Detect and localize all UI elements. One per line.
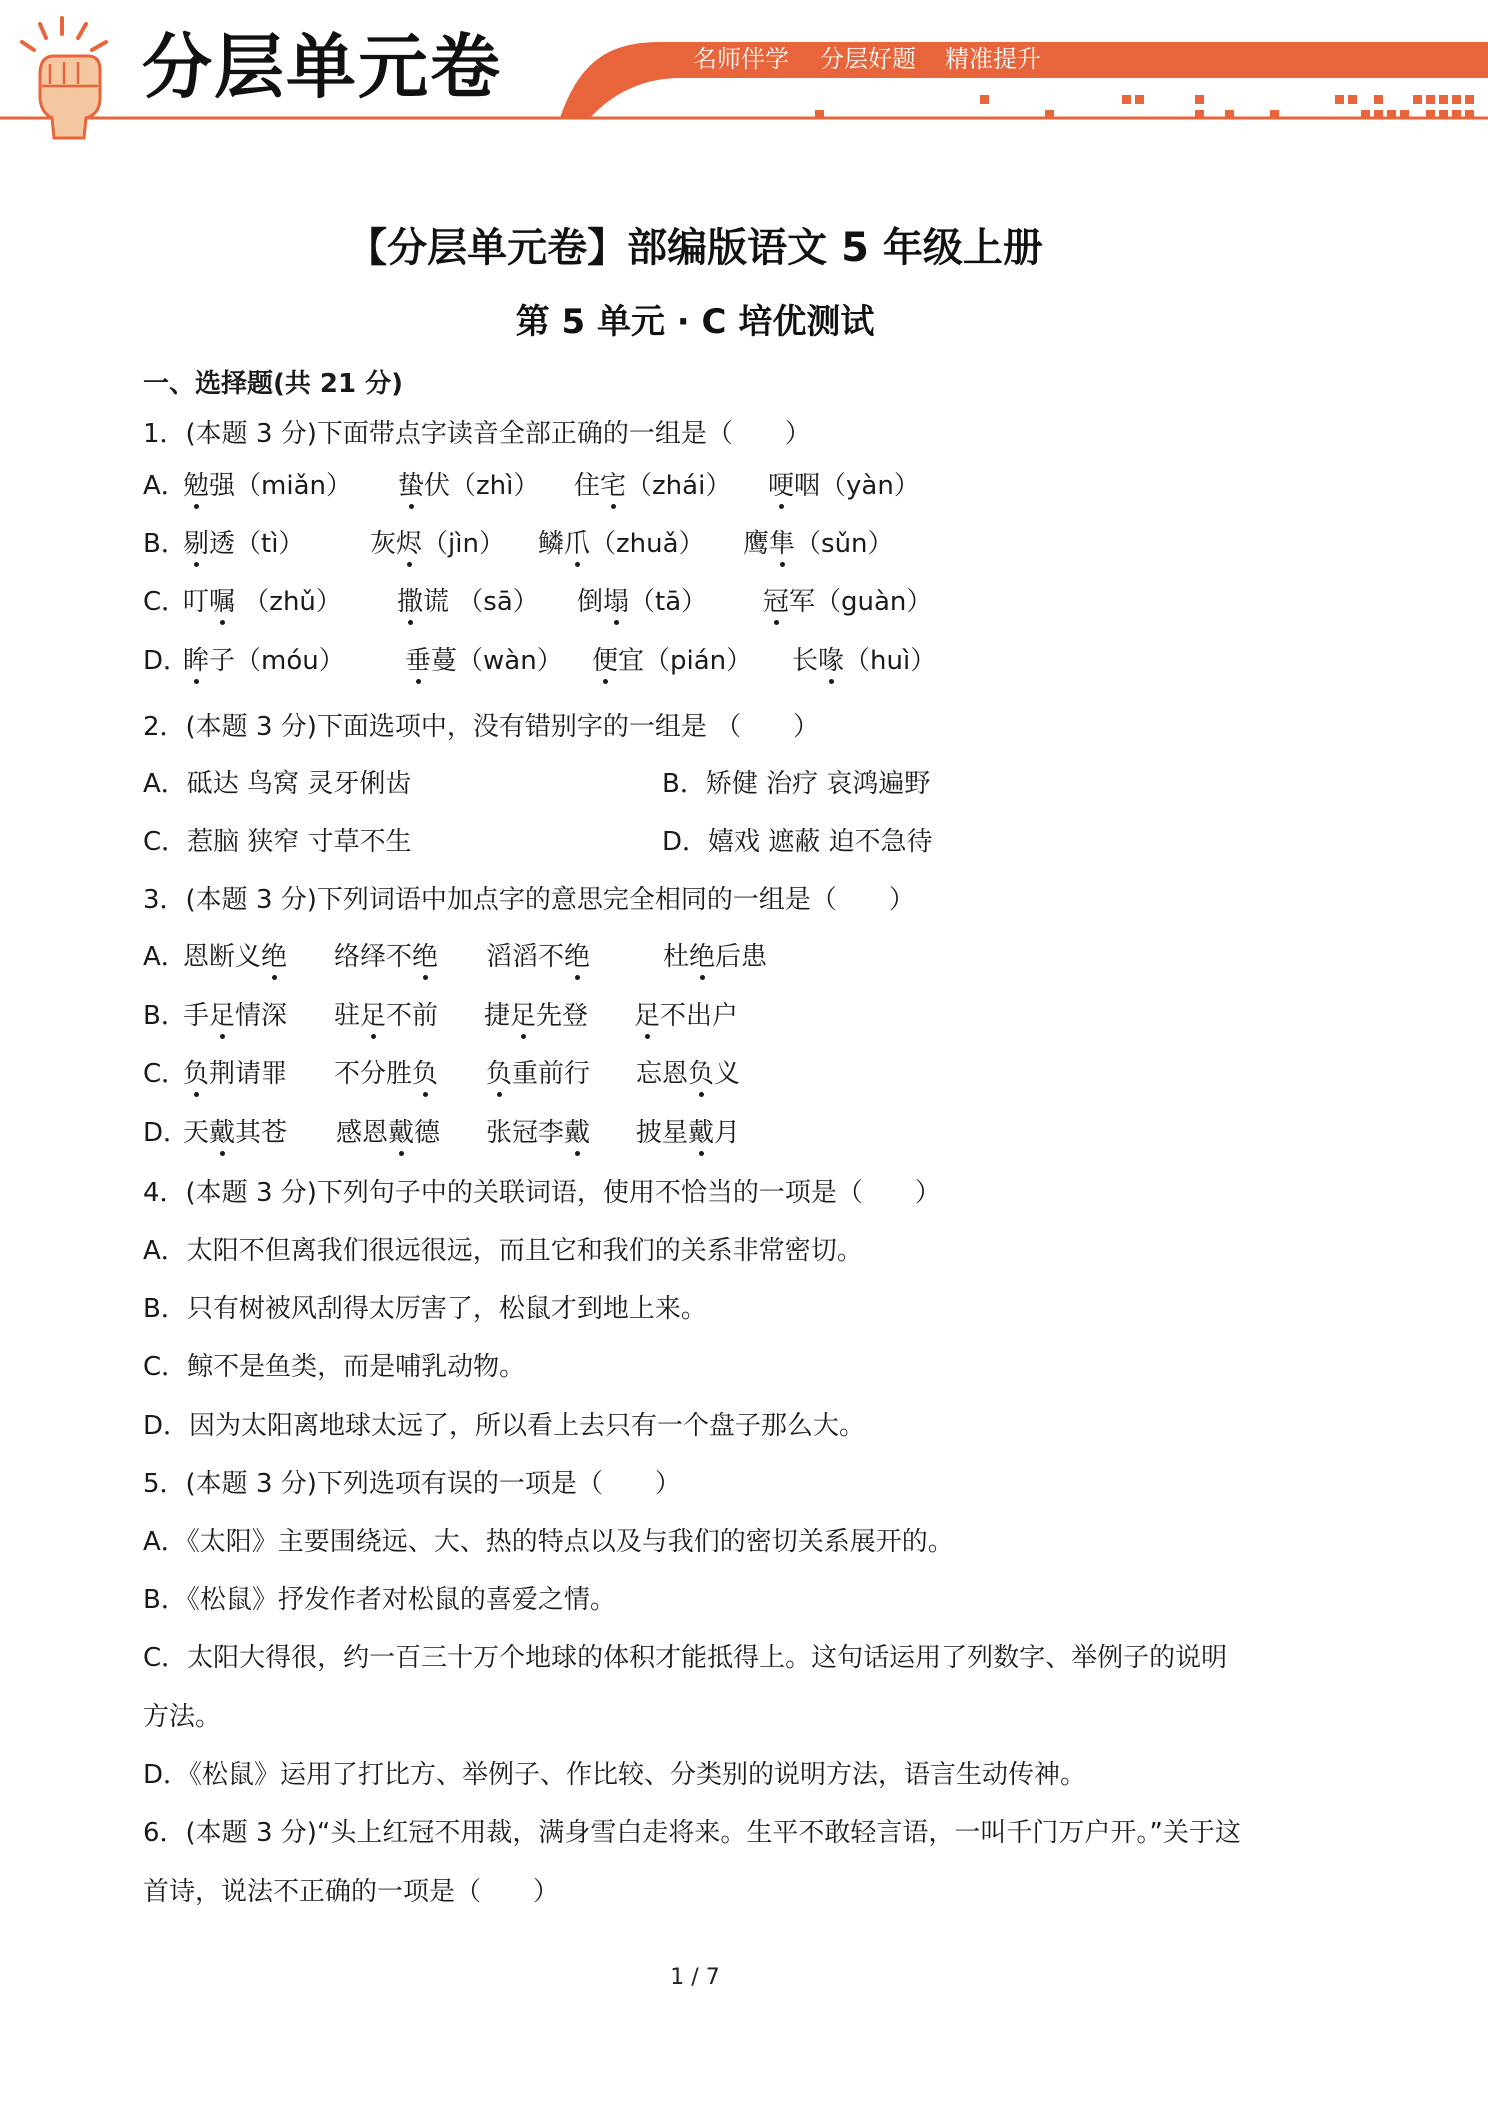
question-3-option-word: 络绎不绝 [334,937,438,977]
question-3-option-label: B． [143,1001,187,1031]
question-5-option-c-cont: 方法。 [143,1702,222,1732]
question-5-option-b: B．《松鼠》抒发作者对松鼠的喜爱之情。 [143,1585,616,1615]
question-3-option-word: 披星戴月 [636,1113,740,1153]
question-1-option-word: 灰烬（jìn） [370,524,505,564]
emphasis-dot-char: 勉 [183,466,209,506]
emphasis-dot-char: 绝 [564,937,590,977]
question-3-option-word: 手足情深 [183,996,287,1036]
emphasis-dot-char: 宅 [600,466,626,506]
emphasis-dot-char: 负 [412,1054,438,1094]
emphasis-dot-char: 爪 [564,524,590,564]
emphasis-dot-char: 绝 [689,937,715,977]
emphasis-dot-char: 塌 [603,582,629,622]
emphasis-dot-char: 蛰 [398,466,424,506]
question-3-option-word: 负重前行 [486,1054,590,1094]
emphasis-dot-char: 绝 [261,937,287,977]
question-1-option-word: 撒谎 （sā） [397,582,539,622]
emphasis-dot-char: 隼 [769,524,795,564]
question-2-option-c: C．惹脑 狭窄 寸草不生 [143,827,412,857]
emphasis-dot-char: 嘱 [209,582,235,622]
question-4-stem: 4．(本题 3 分)下列句子中的关联词语，使用不恰当的一项是（ ） [143,1178,941,1208]
question-3-option-word: 捷足先登 [484,996,588,1036]
question-5-stem: 5．(本题 3 分)下列选项有误的一项是（ ） [143,1469,681,1499]
slogan-1: 名师伴学 [693,45,789,73]
question-3-option-word: 恩断义绝 [183,937,287,977]
question-1-option-word: 叮嘱 （zhǔ） [183,582,342,622]
emphasis-dot-char: 哽 [768,466,794,506]
emphasis-dot-char: 烬 [396,524,422,564]
question-4-option-d: D．因为太阳离地球太远了，所以看上去只有一个盘子那么大。 [143,1411,866,1441]
question-1-option-word: 长喙（huì） [792,641,936,681]
question-5-option-d: D．《松鼠》运用了打比方、举例子、作比较、分类别的说明方法，语言生动传神。 [143,1760,1087,1790]
emphasis-dot-char: 冠 [763,582,789,622]
document-subtitle: 第 5 单元 · C 培优测试 [515,302,875,342]
document-title: 【分层单元卷】部编版语文 5 年级上册 [347,225,1043,271]
emphasis-dot-char: 负 [688,1054,714,1094]
question-4-option-a: A．太阳不但离我们很远很远，而且它和我们的关系非常密切。 [143,1236,863,1266]
emphasis-dot-char: 足 [510,996,536,1036]
emphasis-dot-char: 戴 [209,1113,235,1153]
question-3-option-word: 忘恩负义 [636,1054,740,1094]
emphasis-dot-char: 戴 [688,1113,714,1153]
slogan-3: 精准提升 [945,45,1041,73]
emphasis-dot-char: 眸 [183,641,209,681]
question-1-option-word: 倒塌（tā） [577,582,707,622]
header-banner [0,0,1488,140]
question-1-option-word: 垂蔓（wàn） [405,641,563,681]
emphasis-dot-char: 撒 [397,582,423,622]
question-1-option-label: C． [143,587,188,617]
question-2-option-d: D．嬉戏 遮蔽 迫不急待 [662,827,933,857]
question-3-option-word: 天戴其苍 [183,1113,287,1153]
question-3-option-word: 张冠李戴 [486,1113,590,1153]
question-1-option-word: 勉强（miǎn） [183,466,352,506]
question-3-option-word: 杜绝后患 [663,937,767,977]
question-1-option-word: 蛰伏（zhì） [398,466,539,506]
emphasis-dot-char: 负 [486,1054,512,1094]
question-3-option-word: 不分胜负 [334,1054,438,1094]
question-1-stem: 1．(本题 3 分)下面带点字读音全部正确的一组是（ ） [143,419,811,449]
emphasis-dot-char: 戴 [564,1113,590,1153]
question-5-option-c: C．太阳大得很，约一百三十万个地球的体积才能抵得上。这句话运用了列数字、举例子的说明 [143,1643,1228,1673]
question-3-option-label: A． [143,942,187,972]
question-6-stem: 6．(本题 3 分)“头上红冠不用裁，满身雪白走将来。生平不敢轻言语，一叫千门万户开。”关于这 [143,1818,1241,1848]
emphasis-dot-char: 戴 [388,1113,414,1153]
question-1-option-word: 鹰隼（sǔn） [743,524,894,564]
emphasis-dot-char: 负 [183,1054,209,1094]
brand-title: 分层单元卷 [142,26,502,108]
emphasis-dot-char: 便 [592,641,618,681]
question-3-option-word: 驻足不前 [334,996,438,1036]
question-4-option-c: C．鲸不是鱼类，而是哺乳动物。 [143,1352,526,1382]
emphasis-dot-char: 喙 [818,641,844,681]
question-3-option-word: 负荆请罪 [183,1054,287,1094]
question-3-option-word: 滔滔不绝 [486,937,590,977]
question-1-option-word: 哽咽（yàn） [768,466,920,506]
emphasis-dot-char: 足 [360,996,386,1036]
fist-logo-icon [14,14,124,144]
question-3-stem: 3．(本题 3 分)下列词语中加点字的意思完全相同的一组是（ ） [143,885,915,915]
question-2-option-a: A．砥达 鸟窝 灵牙俐齿 [143,769,412,799]
question-2-option-b: B．矫健 治疗 哀鸿遍野 [662,769,931,799]
question-1-option-word: 便宜（pián） [592,641,752,681]
emphasis-dot-char: 垂 [405,641,431,681]
question-1-option-label: D． [143,646,190,676]
emphasis-dot-char: 剔 [183,524,209,564]
emphasis-dot-char: 足 [209,996,235,1036]
question-5-option-a: A．《太阳》主要围绕远、大、热的特点以及与我们的密切关系展开的。 [143,1527,954,1557]
emphasis-dot-char: 足 [634,996,660,1036]
question-1-option-word: 鳞爪（zhuǎ） [538,524,705,564]
question-6-stem-cont: 首诗，说法不正确的一项是（ ） [143,1877,560,1907]
question-1-option-word: 住宅（zhái） [574,466,731,506]
section-heading: 一、选择题(共 21 分) [143,369,404,399]
slogan-2: 分层好题 [820,45,916,73]
question-2-stem: 2．(本题 3 分)下面选项中，没有错别字的一组是 （ ） [143,712,820,742]
emphasis-dot-char: 绝 [412,937,438,977]
question-1-option-label: A． [143,471,187,501]
question-3-option-label: D． [143,1118,190,1148]
question-4-option-b: B．只有树被风刮得太厉害了，松鼠才到地上来。 [143,1294,707,1324]
question-1-option-word: 眸子（móu） [183,641,345,681]
question-1-option-word: 冠军（guàn） [763,582,932,622]
question-1-option-label: B． [143,529,187,559]
question-3-option-word: 感恩戴德 [336,1113,440,1153]
question-3-option-word: 足不出户 [634,996,738,1036]
question-1-option-word: 剔透（tì） [183,524,304,564]
page-number: 1 / 7 [670,1965,720,1990]
question-3-option-label: C． [143,1059,188,1089]
